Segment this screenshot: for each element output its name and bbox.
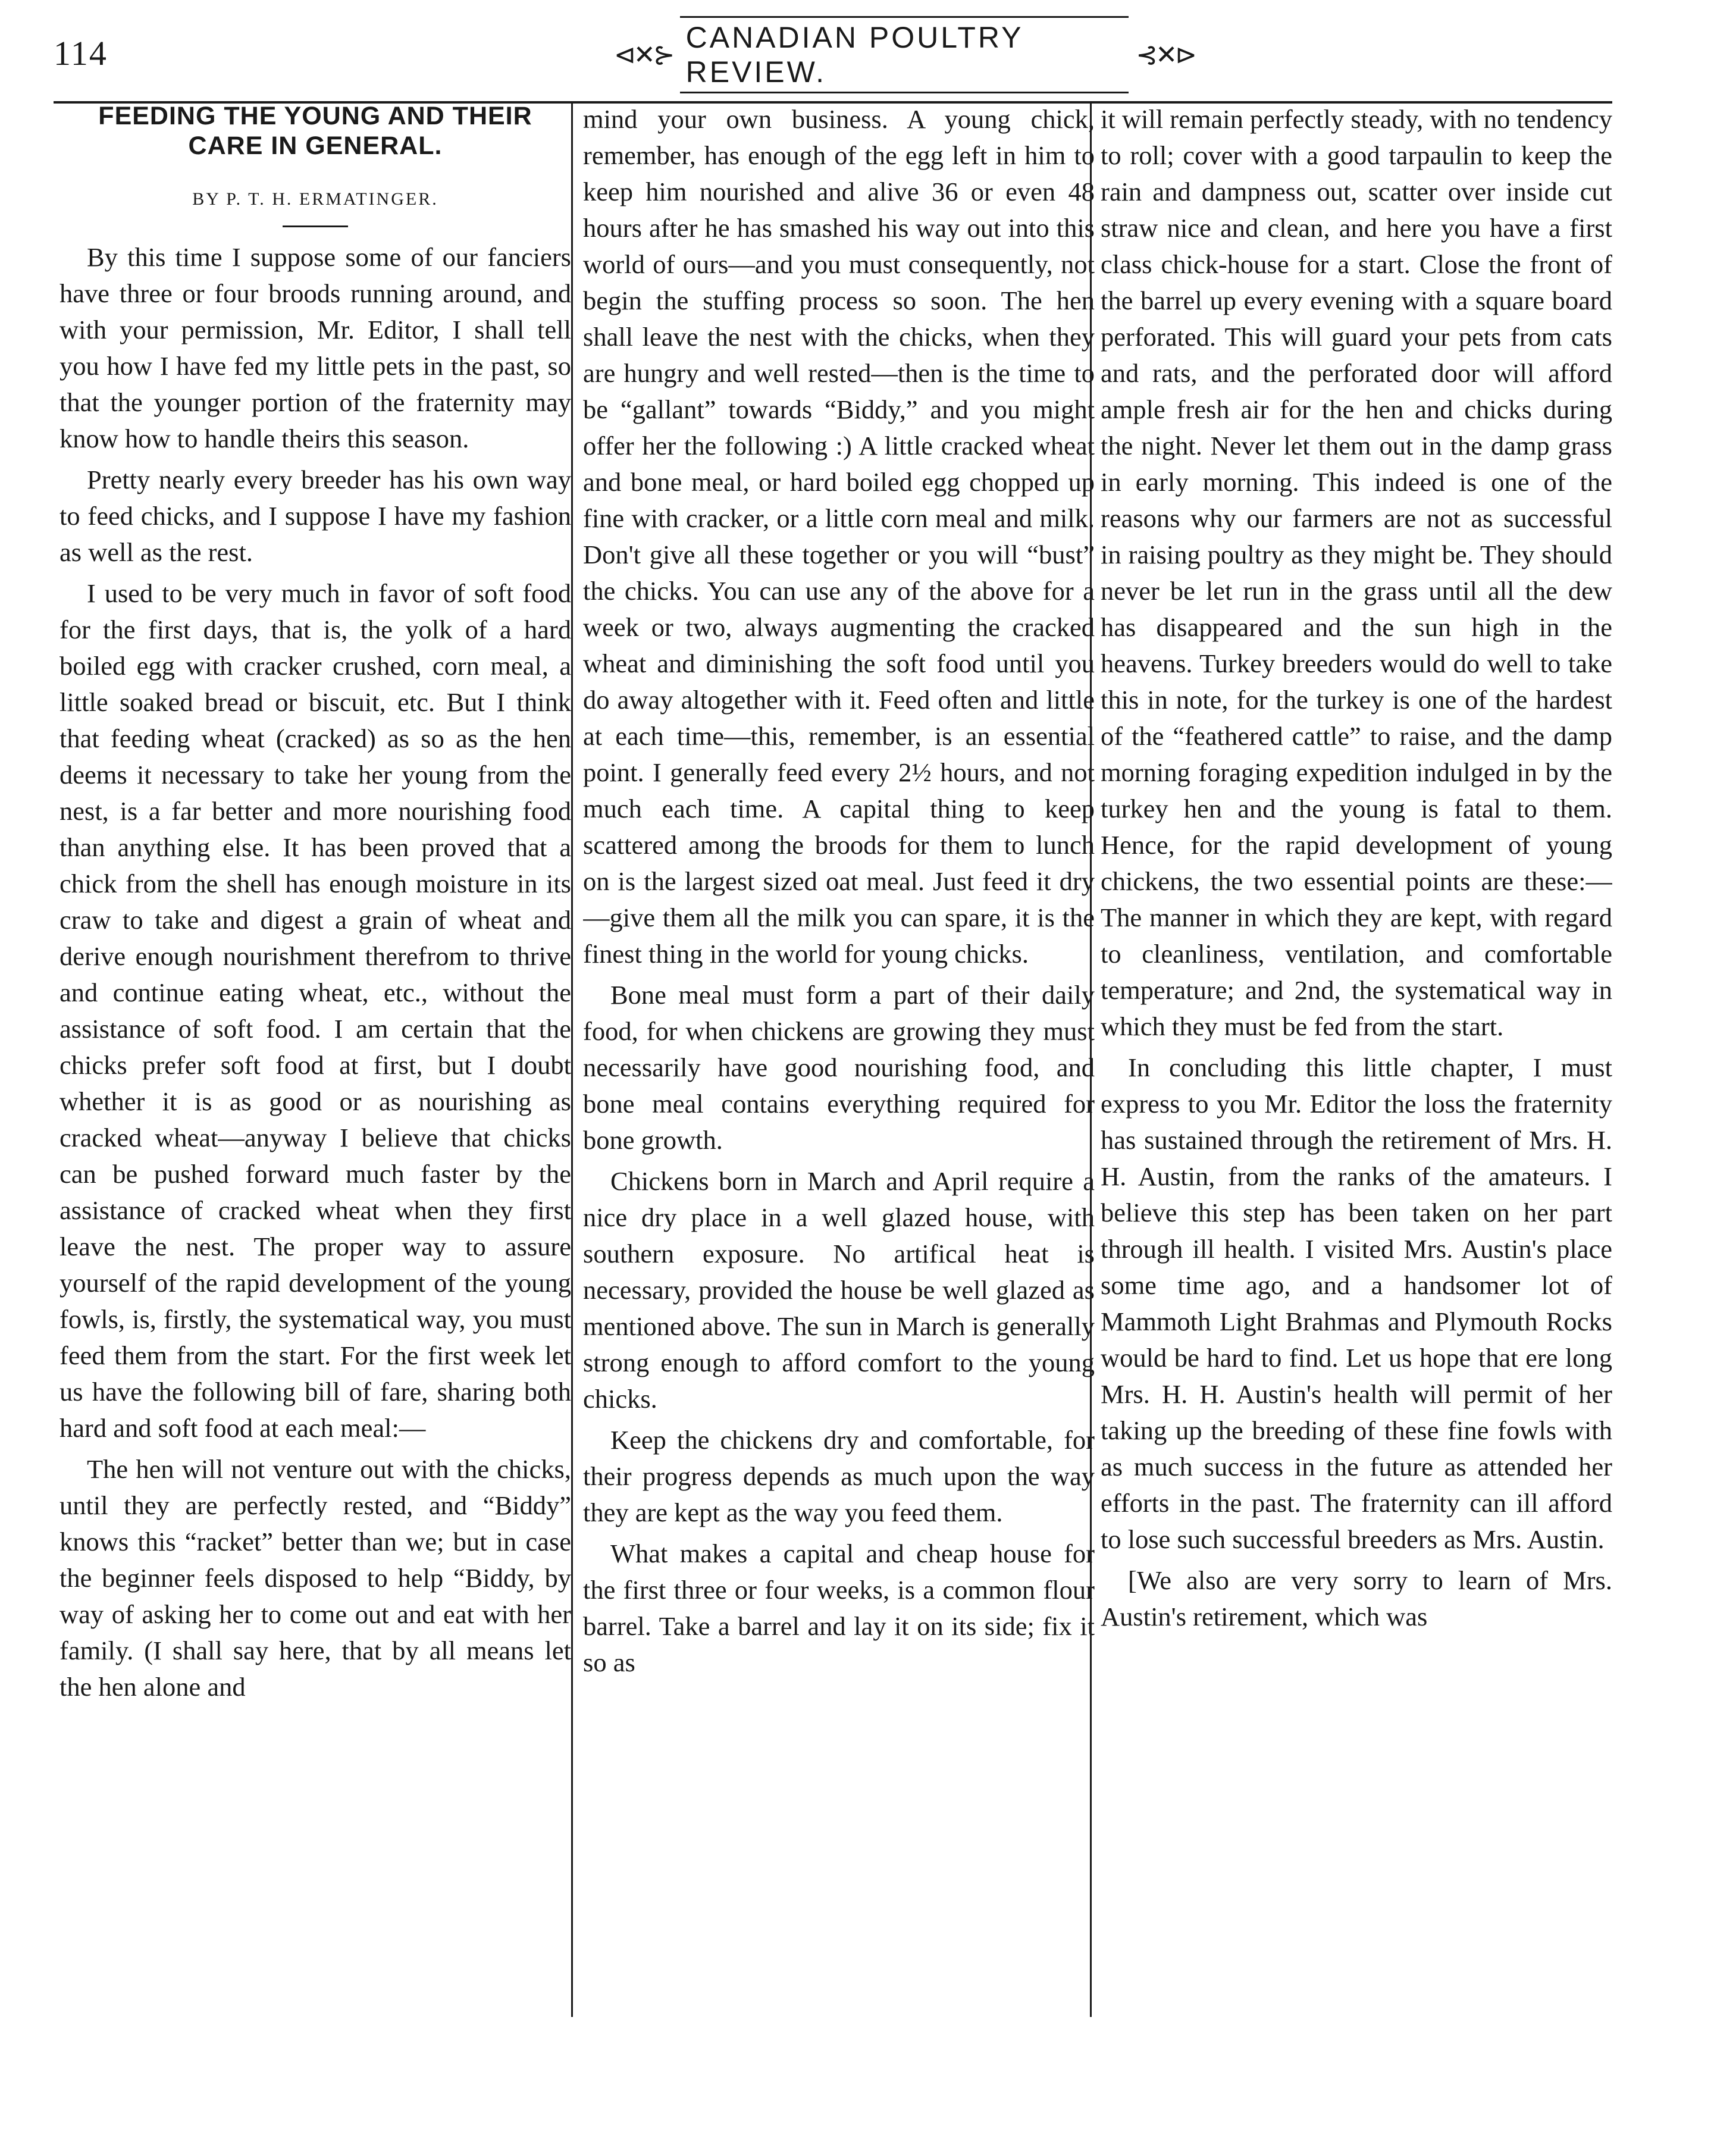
- byline: BY P. T. H. ERMATINGER.: [192, 189, 438, 209]
- paragraph: Chickens born in March and April require a nice dry place in a well glazed house, with southern exposure. No artifical heat is necessary, provided the house be well glazed as mentioned above. The sun in March is generally strong enough to afford comfort to the young chicks.: [583, 1166, 1095, 1414]
- paragraph: In concluding this little chapter, I must express to you Mr. Editor the loss the fraternity has sustained through the retirement of Mrs. H. H. Austin, from the ranks of the amateurs. I believe this step has been taken on her part through ill health. I visited Mrs. Austin's place some time ago, and a handsomer lot of Mammoth Light Brahmas and Plymouth Rocks would be hard to find. Let us hope that ere long Mrs. H. H. Austin's health will permit of her taking up the breeding of these fine fowls with as much success in the future as attended her efforts in the past. The fraternity can ill afford to lose such successful breeders as Mrs. Austin.: [1101, 1053, 1612, 1554]
- paragraph: Keep the chickens dry and comfortable, for their progress depends as much upon the way they are kept as the way you feed them.: [583, 1425, 1095, 1527]
- paragraph: mind your own business. A young chick, remember, has enough of the egg left in him to keep him nourished and alive 36 or even 48 hours after he has smashed his way out into this world of ours—and you must consequently, not begin the stuffing process so soon. The hen shall leave the nest with the chicks, when they are hungry and well rested—then is the time to be “gallant” towards “Biddy,” and you might offer her the following :) A little cracked wheat and bone meal, or hard boiled egg chopped up fine with cracker, or a little corn meal and milk. Don't give all these together or you will “bust” the chicks. You can use any of the above for a week or two, always augmenting the cracked wheat and diminishing the soft food until you do away altogether with it. Feed often and little at each time—this, remember, is an essential point. I generally feed every 2½ hours, and not much each time. A capital thing to keep scattered among the broods for them to lunch on is the largest sized oat meal. Just feed it dry—give them all the milk you can spare, it is the finest thing in the world for young chicks.: [583, 104, 1095, 969]
- paragraph: By this time I suppose some of our fanciers have three or four broods running around, and with your permission, Mr. Editor, I shall tell you how I have fed my little pets in the past, so that the younger portion of the fraternity may know how to handle theirs this season.: [59, 242, 571, 453]
- paragraph: The hen will not venture out with the chicks, until they are perfectly rested, and “Biddy” knows this “racket” better than we; but in case the beginner feels disposed to help “Biddy, by way of asking her to come out and eat with her family. (I shall say here, that by all means let the hen alone and: [59, 1454, 571, 1702]
- page-number: 114: [54, 34, 108, 73]
- journal-title: [607, 19, 1202, 90]
- byline-rule: [283, 225, 348, 227]
- paragraph: Pretty nearly every breeder has his own way to feed chicks, and I suppose I have my fashion as well as the rest.: [59, 465, 571, 567]
- column-3: [1101, 101, 1612, 2011]
- paragraph: What makes a capital and cheap house for the first three or four weeks, is a common flour barrel. Take a barrel and lay it on its side; fix it so as: [583, 1539, 1095, 1677]
- paragraph: it will remain perfectly steady, with no tendency to roll; cover with a good tarpaulin to keep the rain and dampness out, scatter over inside cut straw nice and clean, and here you have a first class chick-house for a start. Close the front of the barrel up every evening with a square board perforated. This will guard your pets from cats and rats, and the perforated door will afford ample fresh air for the hen and chicks during the night. Never let them out in the damp grass in early morning. This indeed is one of the reasons why our farmers are not as successful in raising poultry as they might be. They should never be let run in the grass until all the dew has disappeared and the sun high in the heavens. Turkey breeders would do well to take this in note, for the turkey is one of the hardest of the “feathered cattle” to raise, and the damp morning foraging expedition indulged in by the turkey hen and the young is fatal to them. Hence, for the rapid development of young chickens, the two essential points are these:—The manner in which they are kept, with regard to cleanliness, ventilation, and comfortable temperature; and 2nd, the systematical way in which they must be fed from the start.: [1101, 104, 1612, 1041]
- column-2: [583, 101, 1095, 2011]
- column-1: [59, 101, 571, 2011]
- ornament-left-icon: ⊲✕⊱: [614, 40, 673, 70]
- ornament-right-icon: ⊰✕⊳: [1136, 40, 1195, 70]
- paragraph: [We also are very sorry to learn of Mrs. Austin's retirement, which was: [1101, 1565, 1612, 1631]
- paragraph: I used to be very much in favor of soft food for the first days, that is, the yolk of a hard boiled egg with cracker crushed, corn meal, a little soaked bread or biscuit, etc. But I think that feeding wheat (cracked) as so as the hen deems it necessary to take her young from the nest, is a far better and more nourishing food than anything else. It has been proved that a chick from the shell has enough moisture in its craw to take and digest a grain of wheat and derive enough nourishment therefrom to thrive and continue eating wheat, etc., without the assistance of soft food. I am certain that the chicks prefer soft food at first, but I doubt whether it is as good or as nourishing as cracked wheat—anyway I believe that chicks can be pushed forward much faster by the assistance of cracked wheat when they first leave the nest. The proper way to assure yourself of the rapid development of the young fowls, is, firstly, the systematical way, you must feed them from the start. For the first week let us have the following bill of fare, sharing both hard and soft food at each meal:—: [59, 578, 571, 1443]
- masthead: [54, 12, 1600, 101]
- column-divider: [571, 101, 573, 2017]
- article-title: FEEDING THE YOUNG AND THEIR CARE IN GENERAL.: [98, 102, 532, 160]
- journal-title-text: CANADIAN POULTRY REVIEW.: [680, 16, 1129, 93]
- paragraph: Bone meal must form a part of their daily food, for when chickens are growing they must necessarily have good nourishing food, and bone meal contains everything required for bone growth.: [583, 980, 1095, 1155]
- column-divider: [1090, 101, 1092, 2017]
